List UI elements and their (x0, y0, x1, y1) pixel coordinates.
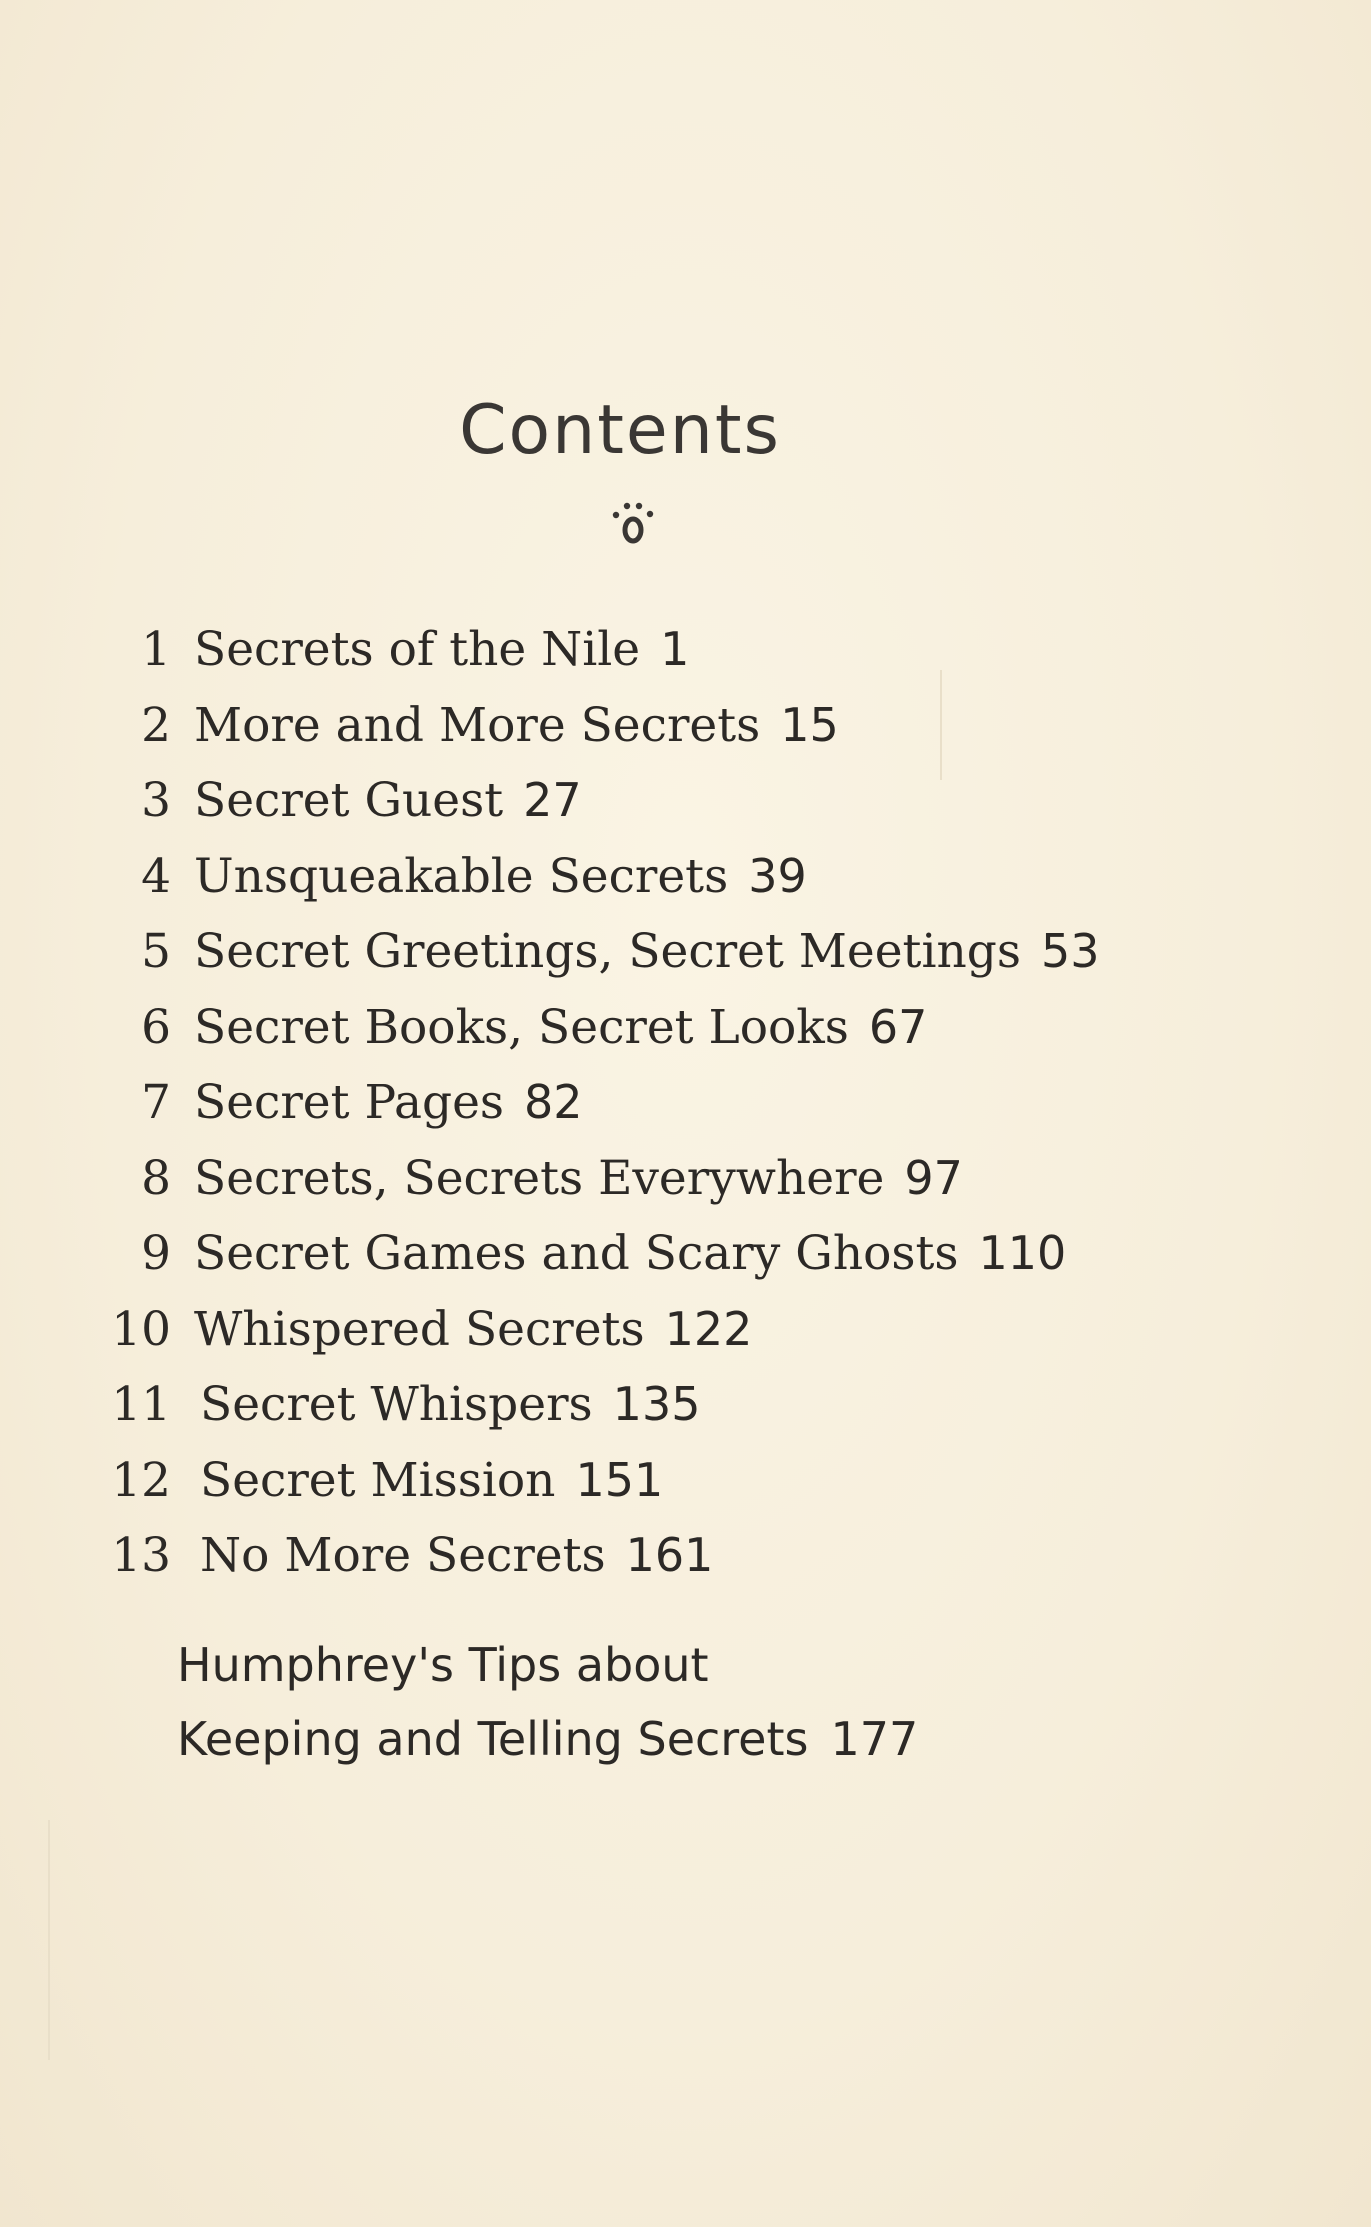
toc-entry (0, 1292, 1371, 1368)
chapter-page: 27 (523, 773, 582, 827)
appendix-line-2: Keeping and Telling Secrets (177, 1712, 809, 1766)
chapter-title: Unsqueakable Secrets (194, 848, 729, 904)
toc-entry (0, 688, 1371, 764)
toc-entry (0, 914, 1371, 990)
toc-entry (0, 1216, 1371, 1292)
chapter-number: 10 (111, 1301, 171, 1357)
chapter-title: Secret Guest (194, 773, 504, 828)
appendix-page: 177 (830, 1712, 919, 1766)
chapter-number: 11 (111, 1377, 171, 1432)
chapter-title: Whispered Secrets (194, 1301, 645, 1357)
chapter-title: No More Secrets (200, 1528, 606, 1583)
toc-entry (0, 1518, 1371, 1594)
chapter-title: Secret Games and Scary Ghosts (194, 1226, 959, 1281)
toc-entry (0, 1443, 1371, 1519)
chapter-number: 3 (141, 773, 171, 828)
chapter-page: 135 (612, 1377, 701, 1431)
chapter-title: Secrets of the Nile (194, 622, 641, 677)
chapter-number: 12 (111, 1452, 171, 1508)
bleed-through-line (48, 1820, 50, 2060)
appendix-entry (177, 1628, 918, 1776)
chapter-number: 7 (141, 1075, 171, 1130)
chapter-page: 39 (748, 848, 807, 903)
chapter-page: 151 (575, 1452, 664, 1507)
chapter-page: 122 (664, 1301, 753, 1356)
chapter-title: Secret Whispers (200, 1377, 593, 1432)
chapter-page: 15 (780, 697, 839, 752)
chapter-number: 13 (111, 1528, 171, 1583)
chapter-page: 110 (978, 1226, 1067, 1280)
toc-entry (0, 763, 1371, 839)
chapter-number: 4 (141, 848, 171, 904)
chapter-number: 9 (141, 1226, 171, 1281)
chapter-title: Secret Books, Secret Looks (194, 999, 849, 1055)
toc-entry (0, 1065, 1371, 1141)
chapter-page: 1 (660, 622, 690, 676)
toc-entry (0, 612, 1371, 688)
chapter-page: 161 (625, 1528, 714, 1582)
chapter-page: 53 (1040, 924, 1100, 978)
chapter-number: 5 (141, 924, 171, 979)
toc-entry (0, 1367, 1371, 1443)
appendix-line-1: Humphrey's Tips about (177, 1638, 709, 1692)
chapter-title: Secret Greetings, Secret Meetings (194, 924, 1021, 979)
chapter-title: More and More Secrets (194, 697, 761, 753)
chapter-title: Secret Mission (200, 1452, 556, 1508)
toc-entry (0, 1141, 1371, 1217)
chapter-page: 67 (868, 999, 928, 1054)
chapter-number: 6 (141, 999, 171, 1055)
paw-print-icon (600, 498, 660, 548)
chapter-page: 97 (904, 1150, 963, 1205)
chapter-number: 2 (141, 697, 171, 753)
chapter-number: 1 (141, 622, 171, 677)
toc-entry (0, 839, 1371, 915)
chapter-number: 8 (141, 1150, 171, 1206)
chapter-title: Secret Pages (194, 1075, 504, 1130)
chapter-title: Secrets, Secrets Everywhere (194, 1150, 885, 1206)
table-of-contents (0, 612, 1371, 1594)
page-title: Contents (459, 390, 781, 470)
toc-entry (0, 990, 1371, 1066)
chapter-page: 82 (524, 1075, 583, 1129)
